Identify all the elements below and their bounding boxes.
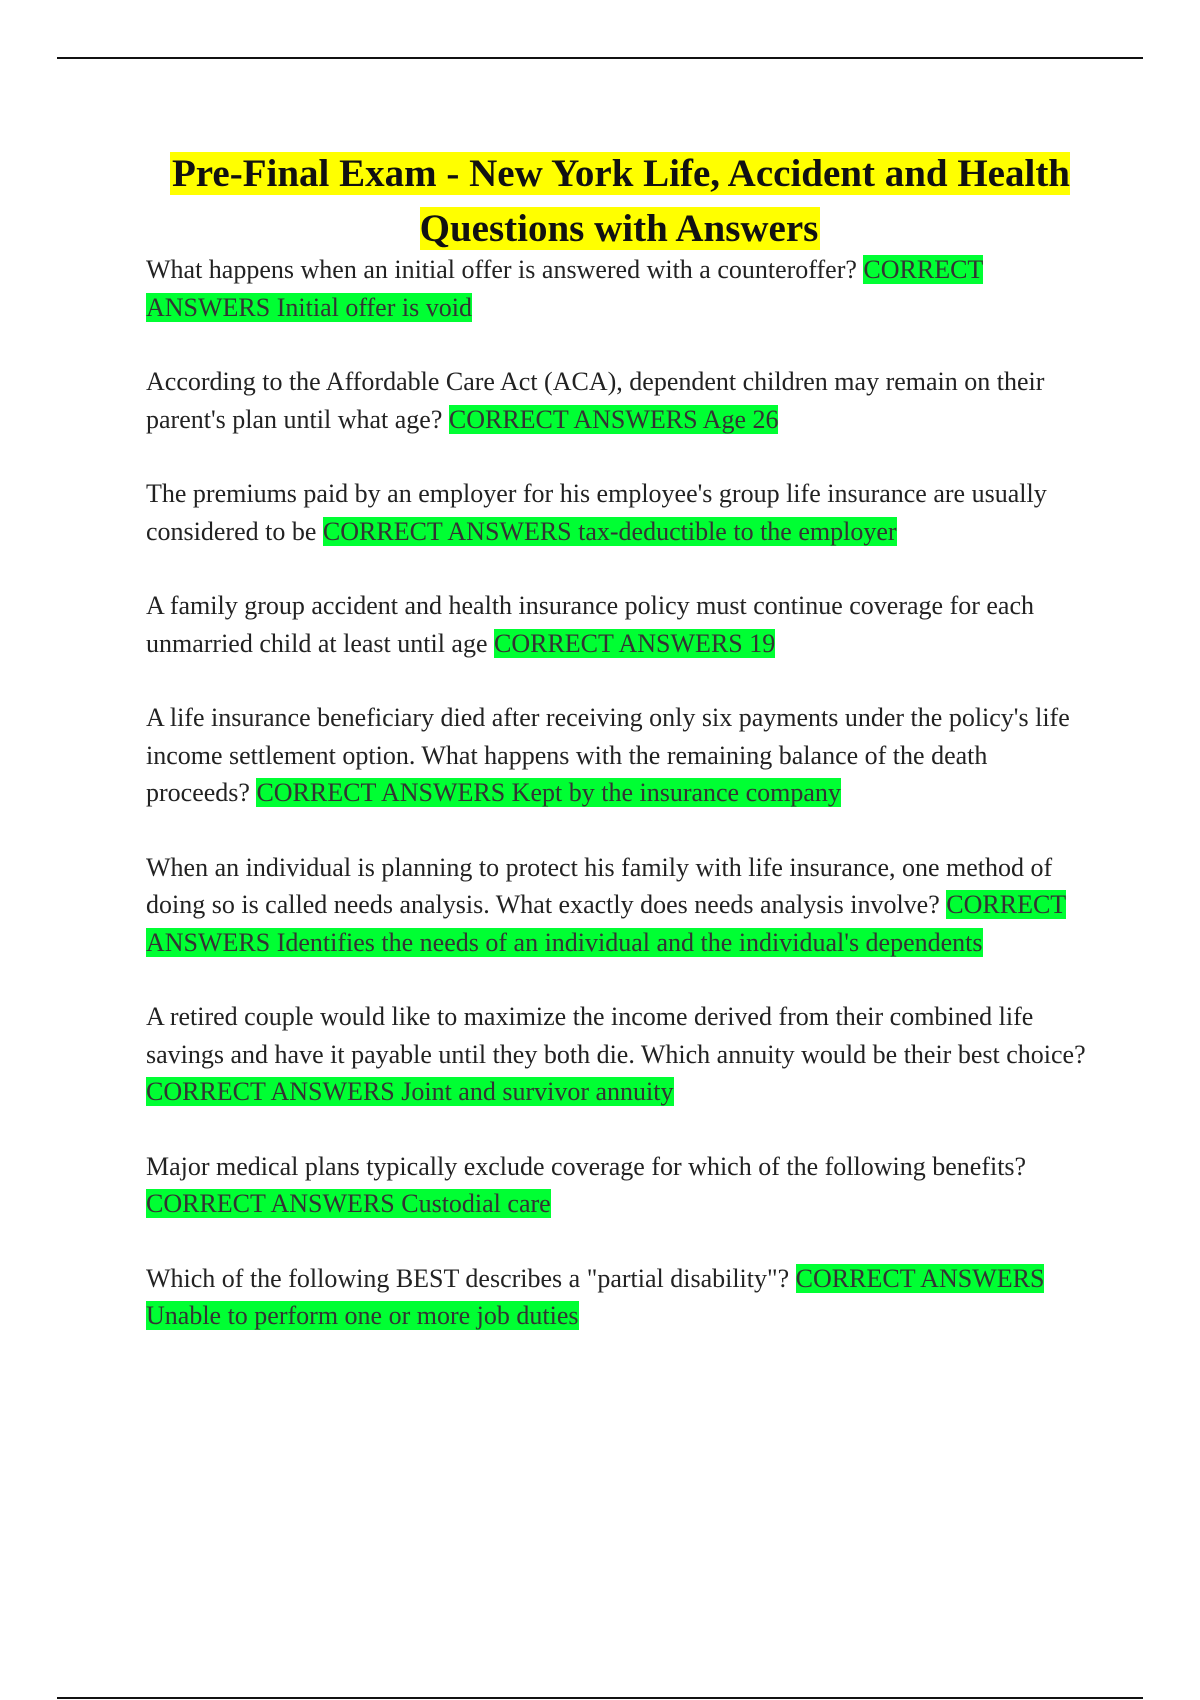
title-highlight: Pre-Final Exam - New York Life, Accident and Health Questions with Answers	[171, 152, 1070, 250]
question-text: A life insurance beneficiary died after receiving only six payments under the policy's life income settlement option. What happens with the remaining balance of the death proceeds?	[146, 703, 1070, 807]
question-text: Major medical plans typically exclude coverage for which of the following benefits?	[146, 1151, 1027, 1181]
qa-item	[146, 1148, 1094, 1223]
question-text: A family group accident and health insurance policy must continue coverage for each unmarried child at least until age	[146, 591, 1034, 658]
answer-highlight: CORRECT ANSWERS Age 26	[448, 404, 779, 434]
bottom-rule	[57, 1697, 1143, 1699]
question-text: A retired couple would like to maximize the income derived from their combined life savings and have it payable until they both die. Which annuity would be their best choice?	[146, 1002, 1086, 1069]
qa-item	[146, 699, 1094, 812]
question-text: When an individual is planning to protect his family with life insurance, one method of doing so is called needs analysis. What exactly does needs analysis involve?	[146, 852, 1053, 919]
answer-highlight: CORRECT ANSWERS tax-deductible to the employer	[322, 516, 897, 546]
answer-highlight: CORRECT ANSWERS Custodial care	[146, 1189, 551, 1218]
question-text: Which of the following BEST describes a "partial disability"?	[146, 1263, 790, 1293]
qa-item	[146, 1260, 1094, 1335]
answer-highlight: CORRECT ANSWERS Joint and survivor annuity	[146, 1077, 674, 1106]
answer-highlight: CORRECT ANSWERS Kept by the insurance company	[256, 778, 841, 807]
top-rule	[57, 57, 1143, 59]
qa-item	[146, 849, 1094, 962]
qa-item	[146, 363, 1094, 438]
answer-highlight: CORRECT ANSWERS 19	[494, 628, 776, 658]
qa-item	[146, 251, 1094, 326]
question-text: What happens when an initial offer is answered with a counteroffer?	[146, 255, 857, 284]
answer-highlight: CORRECT ANSWERS Initial offer is void	[146, 255, 984, 322]
qa-list	[146, 251, 1094, 1372]
qa-item	[146, 475, 1094, 550]
answer-highlight: CORRECT ANSWERS Identifies the needs of an individual and the individual's dependents	[146, 890, 1067, 957]
qa-item	[146, 998, 1094, 1111]
question-text: The premiums paid by an employer for his employee's group life insurance are usually considered to be	[146, 479, 1047, 546]
page-title	[140, 146, 1100, 256]
question-text: According to the Affordable Care Act (ACA), dependent children may remain on their parent's plan until what age?	[146, 367, 1045, 434]
qa-item	[146, 587, 1094, 662]
answer-highlight: CORRECT ANSWERS Unable to perform one or more job duties	[146, 1263, 1045, 1330]
